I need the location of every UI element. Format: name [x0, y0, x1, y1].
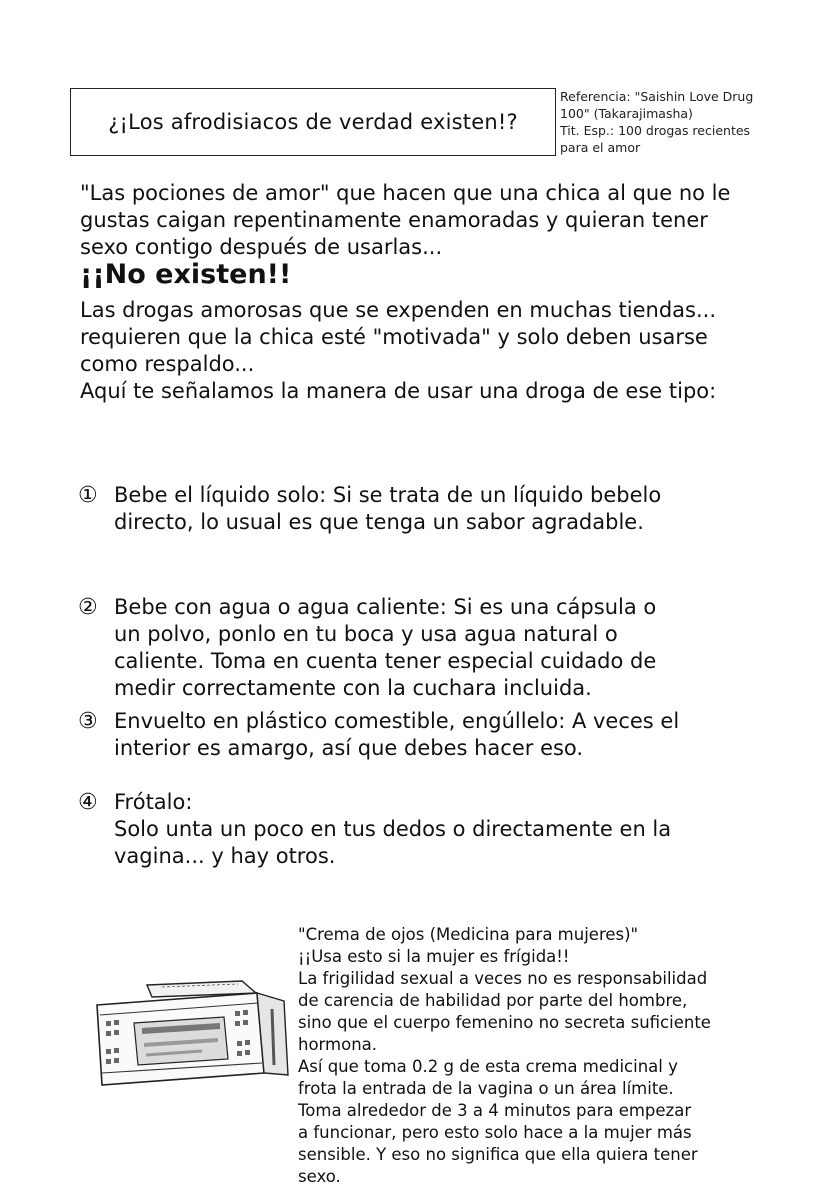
step-line: Bebe el líquido solo: Si se trata de un líquido bebelo — [114, 483, 662, 507]
step-line: medir correctamente con la cuchara incluida. — [114, 676, 592, 700]
cream-line: de carencia de habilidad por parte del hombre, — [298, 991, 688, 1010]
step-number: ③ — [78, 709, 98, 734]
intro-line: sexo contigo después de usarlas... — [80, 235, 443, 259]
step-line: vagina... y hay otros. — [114, 844, 336, 868]
step-line: Bebe con agua o agua caliente: Si es una cápsula o — [114, 595, 657, 619]
step-line: Solo unta un poco en tus dedos o directamente en la — [114, 817, 672, 841]
cream-line: hormona. — [298, 1035, 378, 1054]
step-line: directo, lo usual es que tenga un sabor agradable. — [114, 510, 644, 534]
step-line: Frótalo: — [114, 790, 193, 814]
step-line: un polvo, ponlo en tu boca y usa agua natural o — [114, 622, 618, 646]
cream-line: La frigilidad sexual a veces no es responsabilidad — [298, 969, 708, 988]
cream-description — [298, 924, 711, 1188]
step-line: interior es amargo, así que debes hacer eso. — [114, 736, 584, 760]
step-2 — [80, 594, 656, 702]
cream-box-icon — [92, 975, 292, 1090]
reference-note — [560, 88, 830, 156]
cream-line: ¡¡Usa esto si la mujer es frígida!! — [298, 947, 570, 966]
headline: ¡¡No existen!! — [80, 259, 292, 290]
cream-line: a funcionar, pero esto solo hace a la mujer más — [298, 1123, 692, 1142]
article-title-box — [70, 88, 556, 156]
cream-line: sensible. Y eso no significa que ella quiera tener — [298, 1145, 698, 1164]
intro-line: "Las pociones de amor" que hacen que una chica al que no le — [80, 181, 731, 205]
step-1 — [80, 482, 661, 536]
step-number: ① — [78, 483, 98, 508]
article-title: ¿¡Los afrodisiacos de verdad existen!? — [108, 110, 518, 134]
step-number: ④ — [78, 790, 98, 815]
cream-line: Toma alrededor de 3 a 4 minutos para empezar — [298, 1101, 692, 1120]
cream-line: sexo. — [298, 1167, 341, 1186]
intro-line: gustas caigan repentinamente enamoradas y quieran tener — [80, 208, 708, 232]
drugs-line: Aquí te señalamos la manera de usar una droga de ese tipo: — [80, 379, 717, 403]
cream-line: Así que toma 0.2 g de esta crema medicinal y — [298, 1057, 678, 1076]
reference-line: Tit. Esp.: 100 drogas recientes — [560, 123, 751, 138]
step-line: Envuelto en plástico comestible, engúllelo: A veces el — [114, 709, 680, 733]
drugs-line: requieren que la chica esté "motivada" y solo deben usarse — [80, 325, 708, 349]
drugs-paragraph — [80, 297, 716, 405]
step-4 — [80, 789, 671, 870]
reference-line: Referencia: "Saishin Love Drug — [560, 89, 754, 104]
step-number: ② — [78, 595, 98, 620]
drugs-line: como respaldo... — [80, 352, 255, 376]
reference-line: 100" (Takarajimasha) — [560, 106, 693, 121]
step-line: caliente. Toma en cuenta tener especial cuidado de — [114, 649, 657, 673]
cream-line: sino que el cuerpo femenino no secreta suficiente — [298, 1013, 711, 1032]
cream-line: frota la entrada de la vagina o un área límite. — [298, 1079, 674, 1098]
drugs-line: Las drogas amorosas que se expenden en muchas tiendas... — [80, 298, 716, 322]
cream-line: "Crema de ojos (Medicina para mujeres)" — [298, 925, 639, 944]
intro-paragraph — [80, 180, 730, 261]
reference-line: para el amor — [560, 140, 641, 155]
step-3 — [80, 708, 679, 762]
